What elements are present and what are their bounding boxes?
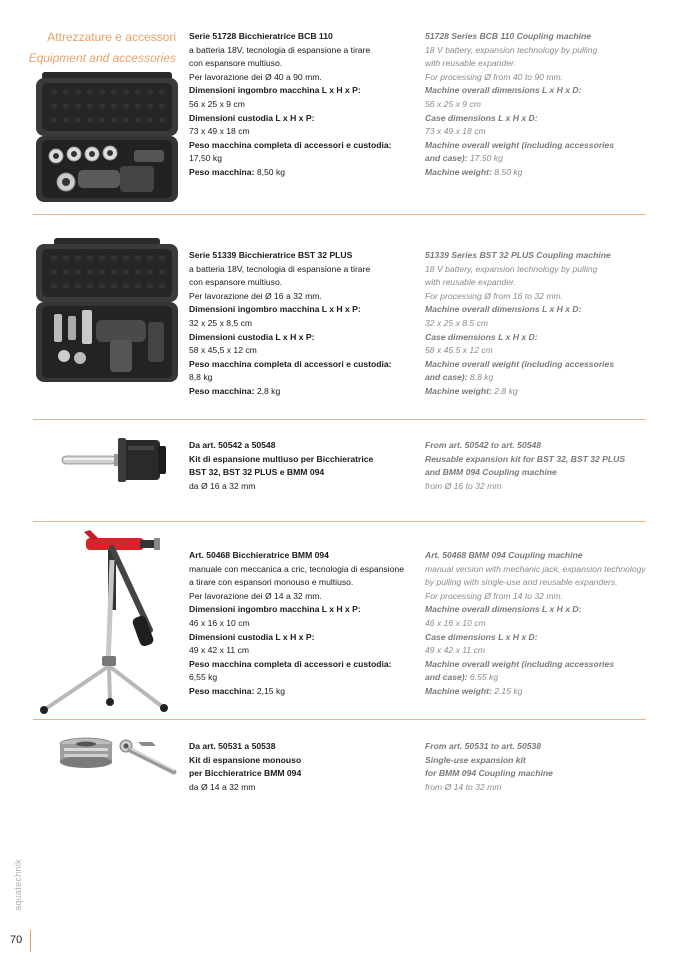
bmm094-description-english xyxy=(425,549,655,699)
spec-line: from Ø 16 to 32 mm xyxy=(425,480,502,491)
spec-line: da Ø 16 a 32 mm xyxy=(189,480,256,491)
section-divider xyxy=(33,521,646,522)
spec-label: Peso macchina: xyxy=(189,385,255,396)
spec-line: per Bicchieratrice BMM 094 xyxy=(189,768,302,779)
spec-line: for BMM 094 Coupling machine xyxy=(425,768,553,779)
single-use-kit-image xyxy=(56,732,180,782)
spec-label: Machine weight: xyxy=(425,166,492,177)
section-divider xyxy=(33,719,646,720)
spec-line: Per lavorazione dei Ø 40 a 90 mm. xyxy=(189,71,322,82)
section-title-english: Equipment and accessories xyxy=(28,51,176,65)
page-number-bar xyxy=(30,930,31,952)
spec-line: Dimensioni ingombro macchina L x H x P: xyxy=(189,604,361,615)
spec-line: 51728 Series BCB 110 Coupling machine xyxy=(425,31,592,41)
spec-line: with reusable expander. xyxy=(425,58,516,69)
spec-line: BST 32, BST 32 PLUS e BMM 094 xyxy=(189,467,325,478)
spec-line: 32 x 25 x 8.5 cm xyxy=(425,317,489,328)
spec-line: 56 x 25 x 9 cm xyxy=(425,98,481,109)
spec-label: and case): xyxy=(425,372,468,383)
spec-value: 6.55 kg xyxy=(467,672,499,683)
spec-line: 8,8 kg xyxy=(189,372,213,383)
spec-line: Dimensioni custodia L x H x P: xyxy=(189,631,315,642)
bst32plus-description-italian xyxy=(189,249,417,399)
spec-line: Serie 51728 Bicchieratrice BCB 110 xyxy=(189,31,333,41)
spec-value: 2.15 kg xyxy=(491,685,523,696)
spec-line: Serie 51339 Bicchieratrice BST 32 PLUS xyxy=(189,250,353,260)
multiuse-kit-description-italian xyxy=(189,439,417,493)
spec-line: manual version with mechanic jack, expansion technology xyxy=(425,563,646,574)
spec-line: from Ø 14 to 32 mm xyxy=(425,781,502,792)
bmm094-description-italian xyxy=(189,549,417,699)
spec-label: and case): xyxy=(425,153,468,164)
spec-line: Machine overall dimensions L x H x D: xyxy=(425,85,582,96)
spec-line: with reusable expander. xyxy=(425,277,516,288)
bcb110-case-image xyxy=(34,70,180,205)
bcb110-description-english xyxy=(425,30,655,180)
spec-line: 32 x 25 x 8,5 cm xyxy=(189,317,253,328)
spec-value: 8,50 kg xyxy=(254,166,286,177)
spec-line: 49 x 42 x 11 cm xyxy=(189,645,250,656)
spec-line: Machine overall weight (including accessories xyxy=(425,358,615,369)
section-divider xyxy=(33,419,646,420)
spec-line: a batteria 18V, tecnologia di espansione a tirare xyxy=(189,44,371,55)
spec-line: 18 V battery, expansion technology by pulling xyxy=(425,263,598,274)
spec-line: Per lavorazione dei Ø 16 a 32 mm. xyxy=(189,290,322,301)
spec-label: Peso macchina: xyxy=(189,166,255,177)
spec-line: Case dimensions L x H x D: xyxy=(425,631,538,642)
spec-line: 51339 Series BST 32 PLUS Coupling machine xyxy=(425,250,611,260)
spec-line: and BMM 094 Coupling machine xyxy=(425,467,557,478)
spec-line: Art. 50468 Bicchieratrice BMM 094 xyxy=(189,550,329,560)
spec-line: Reusable expansion kit for BST 32, BST 32 PLUS xyxy=(425,453,626,464)
page-number: 70 xyxy=(10,934,23,946)
spec-line: Dimensioni ingombro macchina L x H x P: xyxy=(189,85,361,96)
bst32plus-case-image xyxy=(34,236,180,386)
spec-line: 58 x 45,5 x 12 cm xyxy=(189,345,257,356)
spec-value: 2.8 kg xyxy=(491,385,518,396)
spec-line: a batteria 18V, tecnologia di espansione a tirare xyxy=(189,263,371,274)
spec-line: Da art. 50531 a 50538 xyxy=(189,741,276,751)
spec-line: Single-use expansion kit xyxy=(425,754,526,765)
spec-line: 56 x 25 x 9 cm xyxy=(189,98,245,109)
spec-label: and case): xyxy=(425,672,468,683)
spec-line: 17,50 kg xyxy=(189,153,222,164)
spec-line: Dimensioni custodia L x H x P: xyxy=(189,331,315,342)
spec-line: From art. 50531 to art. 50538 xyxy=(425,741,542,751)
spec-line: a tirare con espansori monouso e multiuso. xyxy=(189,577,354,588)
spec-line: 46 x 16 x 10 cm xyxy=(189,617,250,628)
spec-line: Peso macchina completa di accessori e custodia: xyxy=(189,139,392,150)
spec-line: Machine overall dimensions L x H x D: xyxy=(425,304,582,315)
bcb110-description-italian xyxy=(189,30,417,180)
spec-line: Dimensioni ingombro macchina L x H x P: xyxy=(189,304,361,315)
spec-line: For processing Ø from 14 to 32 mm. xyxy=(425,590,564,601)
section-divider xyxy=(33,214,646,215)
spec-value: 8.8 kg xyxy=(467,372,494,383)
brand-label: aquatechnik xyxy=(13,859,23,911)
spec-line: da Ø 14 a 32 mm xyxy=(189,781,256,792)
spec-line: 6,55 kg xyxy=(189,672,218,683)
spec-line: From art. 50542 to art. 50548 xyxy=(425,440,542,450)
spec-line: 73 x 49 x 18 cm xyxy=(189,126,250,137)
spec-label: Peso macchina: xyxy=(189,685,255,696)
spec-line: For processing Ø from 16 to 32 mm. xyxy=(425,290,564,301)
section-title-italian: Attrezzature e accessori xyxy=(47,30,176,44)
spec-line: Machine overall dimensions L x H x D: xyxy=(425,604,582,615)
spec-line: Da art. 50542 a 50548 xyxy=(189,440,276,450)
spec-line: manuale con meccanica a cric, tecnologia di espansione xyxy=(189,563,404,574)
spec-value: 2,8 kg xyxy=(254,385,281,396)
spec-line: con espansore multiuso. xyxy=(189,58,283,69)
spec-line: Machine overall weight (including accessories xyxy=(425,139,615,150)
spec-line: con espansore multiuso. xyxy=(189,277,283,288)
spec-line: Dimensioni custodia L x H x P: xyxy=(189,112,315,123)
spec-line: Machine overall weight (including accessories xyxy=(425,658,615,669)
spec-line: Peso macchina completa di accessori e custodia: xyxy=(189,658,392,669)
bmm094-machine-image xyxy=(36,530,176,720)
spec-line: Case dimensions L x H x D: xyxy=(425,112,538,123)
spec-value: 17.50 kg xyxy=(467,153,503,164)
expansion-kit-image xyxy=(58,436,170,486)
spec-line: Art. 50468 BMM 094 Coupling machine xyxy=(425,550,583,560)
spec-value: 8.50 kg xyxy=(491,166,523,177)
spec-line: 49 x 42 x 11 cm xyxy=(425,645,486,656)
spec-line: Kit di espansione monouso xyxy=(189,754,302,765)
spec-line: 46 x 16 x 10 cm xyxy=(425,617,486,628)
spec-line: Kit di espansione multiuso per Bicchieratrice xyxy=(189,453,374,464)
spec-label: Machine weight: xyxy=(425,385,492,396)
spec-line: by pulling with single-use and reusable expanders. xyxy=(425,577,618,588)
spec-line: 73 x 49 x 18 cm xyxy=(425,126,486,137)
spec-line: Per lavorazione dei Ø 14 a 32 mm. xyxy=(189,590,322,601)
spec-line: Peso macchina completa di accessori e custodia: xyxy=(189,358,392,369)
bst32plus-description-english xyxy=(425,249,655,399)
spec-line: 58 x 45.5 x 12 cm xyxy=(425,345,493,356)
single-use-kit-description-italian xyxy=(189,740,417,794)
spec-value: 2,15 kg xyxy=(254,685,286,696)
single-use-kit-description-english xyxy=(425,740,655,794)
spec-line: 18 V battery, expansion technology by pulling xyxy=(425,44,598,55)
spec-line: For processing Ø from 40 to 90 mm. xyxy=(425,71,564,82)
multiuse-kit-description-english xyxy=(425,439,655,493)
spec-label: Machine weight: xyxy=(425,685,492,696)
spec-line: Case dimensions L x H x D: xyxy=(425,331,538,342)
